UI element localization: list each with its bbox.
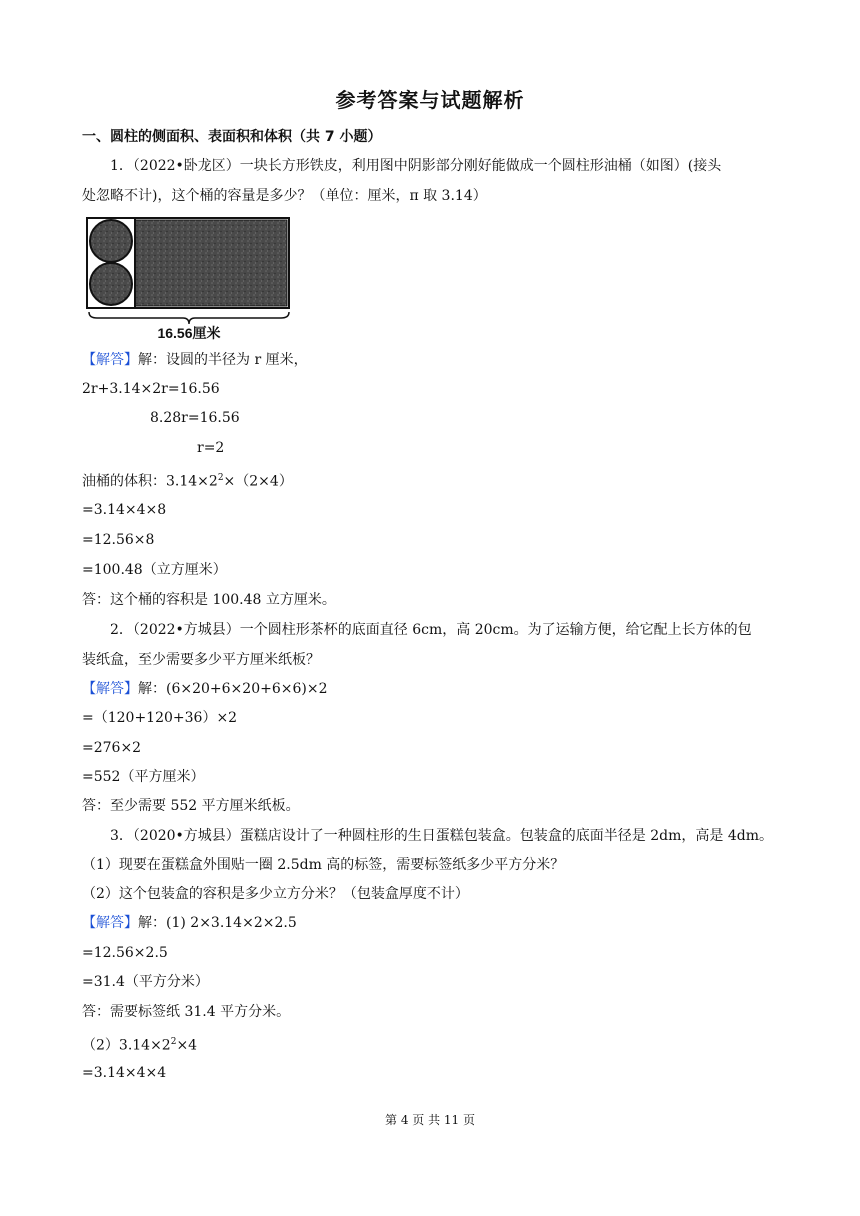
q3-volume-line [82, 1032, 197, 1056]
q1-conclusion: 答：这个桶的容积是 100.48 立方厘米。 [82, 592, 336, 608]
figure-brace [89, 312, 289, 324]
q2-stem-line2: 装纸盒，至少需要多少平方厘米纸板？ [82, 652, 320, 668]
q1-step2: =12.56×8 [82, 532, 155, 548]
section-heading: 一、圆柱的侧面积、表面积和体积（共 7 小题） [82, 129, 382, 145]
page-title: 参考答案与试题解析 [335, 88, 525, 112]
figure-shaded-rect [135, 220, 287, 306]
answer-tag: 【解答】 [82, 352, 138, 368]
q1-answer-line [82, 350, 308, 370]
q1-volume-rest: ×（2×4） [223, 473, 293, 490]
q2-conclusion: 答：至少需要 552 平方厘米纸板。 [82, 798, 300, 814]
q2-step1: =（120+120+36）×2 [82, 710, 238, 726]
q3-part1: （1）现要在蛋糕盒外围贴一圈 2.5dm 高的标签，需要标签纸多少平方分米？ [82, 857, 565, 873]
q2-step2: =276×2 [82, 740, 142, 756]
q3-conclusion: 答：需要标签纸 31.4 平方分米。 [82, 1004, 291, 1020]
q1-answer-intro: 解：设圆的半径为 r 厘米， [138, 352, 308, 368]
q3-step2: =31.4（平方分米） [82, 974, 209, 990]
q2-answer-first: 解：(6×20+6×20+6×6)×2 [138, 681, 328, 697]
q1-volume-line [82, 468, 293, 492]
q1-volume-label: 油桶的体积：3.14×2 [82, 473, 218, 490]
q1-step1: =3.14×4×8 [82, 502, 167, 518]
q3-volume-step1: =3.14×4×4 [82, 1065, 167, 1081]
answer-tag: 【解答】 [82, 681, 138, 697]
q3-volume-rest: ×4 [176, 1037, 198, 1054]
q1-stem-line2: 处忽略不计)，这个桶的容量是多少？（单位：厘米，π 取 3.14） [82, 188, 487, 204]
q1-figure [85, 216, 293, 341]
q1-stem-line1: 1．（2022•卧龙区）一块长方形铁皮，利用图中阴影部分刚好能做成一个圆柱形油桶（如图）(接头 [110, 158, 722, 174]
q3-answer-first: 解：(1) 2×3.14×2×2.5 [138, 915, 297, 931]
figure-circle-top [90, 220, 132, 262]
q1-eq3: r=2 [197, 440, 225, 456]
q3-part2: （2）这个包装盒的容积是多少立方分米？（包装盒厚度不计） [82, 886, 469, 902]
exponent: 2 [170, 1037, 177, 1047]
q2-answer-line [82, 679, 327, 699]
page-footer: 第 4 页 共 11 页 [385, 1113, 475, 1127]
q2-step3: =552（平方厘米） [82, 769, 205, 785]
q1-eq2: 8.28r=16.56 [150, 410, 240, 426]
q2-stem-line1: 2．（2022•方城县）一个圆柱形茶杯的底面直径 6cm，高 20cm。为了运输方便，给它配上长方体的包 [110, 622, 752, 638]
answer-tag: 【解答】 [82, 915, 138, 931]
q3-volume-label: （2）3.14×2 [82, 1037, 171, 1054]
figure-circle-bottom [90, 263, 132, 305]
q1-eq1: 2r+3.14×2r=16.56 [82, 381, 220, 397]
q3-step1: =12.56×2.5 [82, 945, 168, 961]
q3-stem-line1: 3．（2020•方城县）蛋糕店设计了一种圆柱形的生日蛋糕包装盒。包装盒的底面半径是 2dm，高是 4dm。 [110, 828, 773, 844]
q3-answer-line [82, 913, 297, 933]
q1-step3: =100.48（立方厘米） [82, 562, 227, 578]
exponent: 2 [217, 473, 224, 483]
figure-label: 16.56厘米 [157, 325, 221, 341]
